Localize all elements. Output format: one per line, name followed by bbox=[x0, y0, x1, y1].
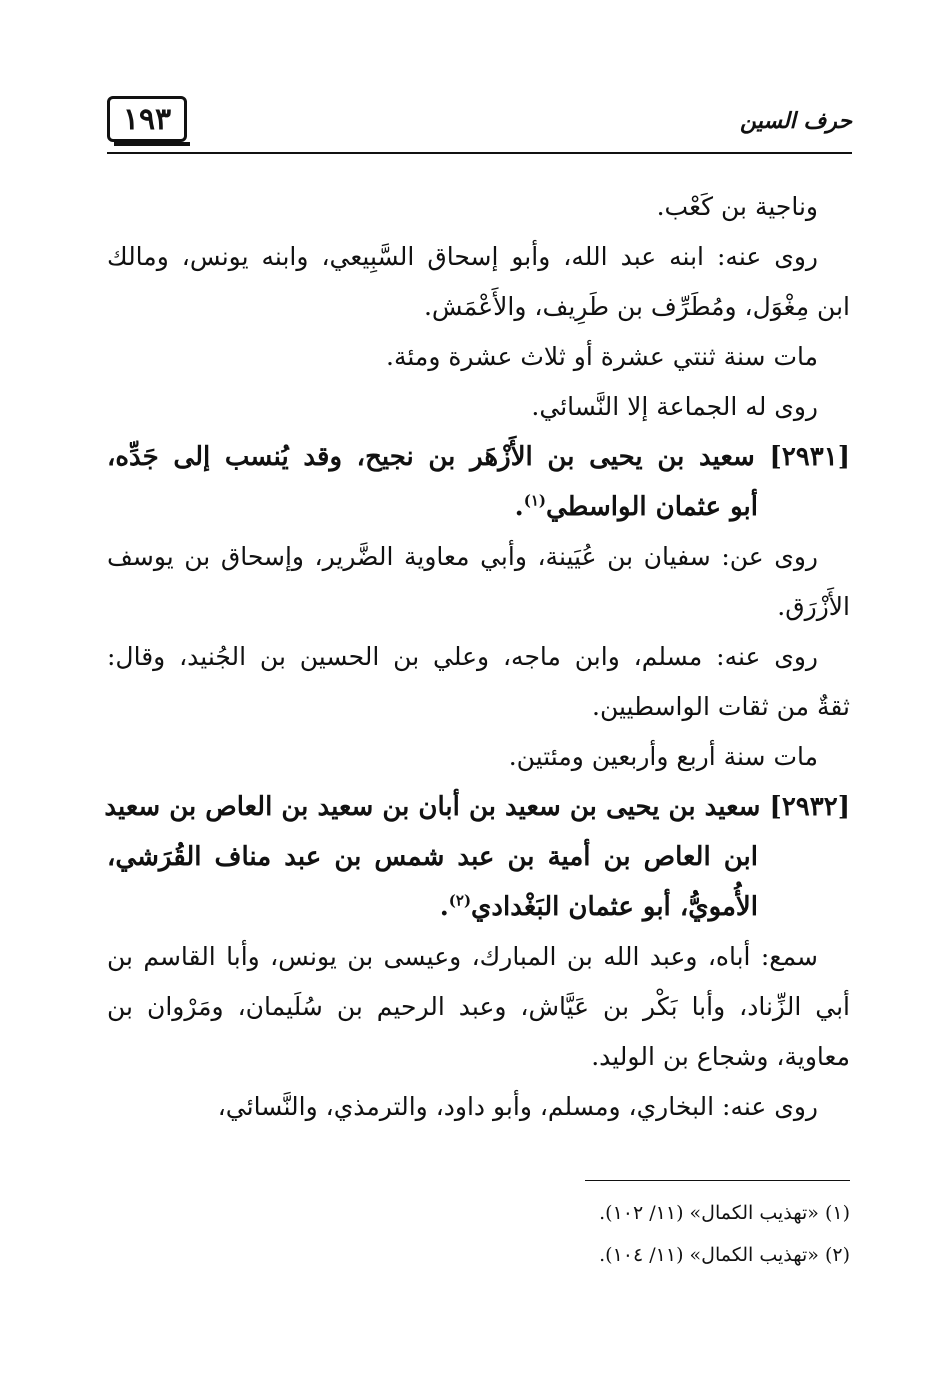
entry-heading-2932-cont: ابن العاص بن أمية بن عبد شمس بن عبد مناف القُرَشي، bbox=[107, 842, 758, 872]
text-line: وناجية بن كَعْب. bbox=[656, 192, 818, 221]
footnote: (٢) «تهذيب الكمال» (١١/ ١٠٤). bbox=[599, 1244, 850, 1266]
text-line: روى عنه: ابنه عبد الله، وأبو إسحاق السَّبِيعي، وابنه يونس، ومالك bbox=[107, 242, 818, 271]
text-line: روى عن: سفيان بن عُيَينة، وأبي معاوية الضَّرير، وإسحاق بن يوسف bbox=[107, 542, 818, 571]
text-line: روى له الجماعة إلا النَّسائي. bbox=[531, 392, 818, 421]
footnote-ref: (١) bbox=[523, 491, 546, 510]
footnote-ref: (٢) bbox=[448, 891, 472, 910]
entry-heading-2931: [٢٩٣١] سعيد بن يحيى بن الأَزْهَر بن نجيح، وقد يُنسب إلى جَدِّه، bbox=[107, 442, 850, 472]
text-line: مات سنة أربع وأربعين ومئتين. bbox=[508, 742, 818, 771]
text-line: ثقةٌ من ثقات الواسطيين. bbox=[592, 692, 850, 721]
entry-heading-2932-cont2: الأُمويُّ، أبو عثمان البَغْدادي$^{(٢)}$. bbox=[439, 891, 758, 922]
text-line: معاوية، وشجاع بن الوليد. bbox=[591, 1042, 850, 1071]
chapter-title: حرف السين bbox=[739, 108, 852, 134]
page-body bbox=[104, 182, 850, 1132]
header-divider bbox=[107, 152, 852, 154]
page-number: ١٩٣ bbox=[107, 96, 187, 142]
text-line: الأَزْرَق. bbox=[777, 592, 850, 621]
text-line: ابن مِغْوَل، ومُطَرِّف بن طَرِيف، والأَعْمَش. bbox=[423, 292, 850, 321]
footnotes bbox=[107, 1192, 850, 1276]
footnote: (١) «تهذيب الكمال» (١١/ ١٠٢). bbox=[599, 1202, 850, 1224]
entry-name: الأُمويُّ، أبو عثمان البَغْدادي bbox=[471, 892, 758, 922]
text-line: روى عنه: البخاري، ومسلم، وأبو داود، والترمذي، والنَّسائي، bbox=[217, 1092, 818, 1121]
text-line: سمع: أباه، وعبد الله بن المبارك، وعيسى بن يونس، وأبا القاسم بن bbox=[107, 942, 818, 971]
entry-name: أبو عثمان الواسطي bbox=[546, 492, 758, 522]
text-line: أبي الزِّناد، وأبا بَكْر بن عَيَّاش، وعبد الرحيم بن سُلَيمان، ومَرْوان بن bbox=[107, 992, 850, 1021]
text-line: روى عنه: مسلم، وابن ماجه، وعلي بن الحسين بن الجُنيد، وقال: bbox=[107, 642, 818, 671]
entry-heading-2931-cont: أبو عثمان الواسطي$^{(١)}$. bbox=[514, 491, 758, 522]
footnote-divider bbox=[585, 1180, 850, 1181]
entry-heading-2932: [٢٩٣٢] سعيد بن يحيى بن سعيد بن أبان بن سعيد بن العاص بن سعيد bbox=[104, 792, 850, 822]
text-line: مات سنة ثنتي عشرة أو ثلاث عشرة ومئة. bbox=[386, 342, 818, 371]
page-header bbox=[107, 96, 852, 154]
